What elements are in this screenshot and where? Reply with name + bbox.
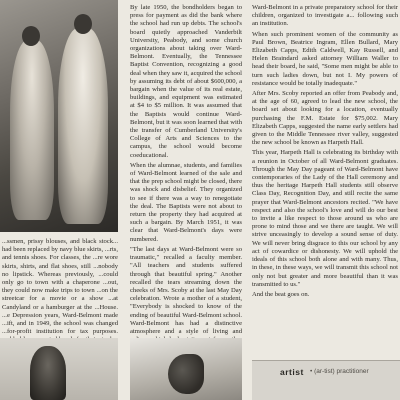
artist-pronunciation: • (ar-tist) practitioner [310, 368, 369, 375]
right-paragraph-5: And the beat goes on. [252, 290, 310, 298]
left-paragraph: ...ssmen, prissy blouses, and black stock... had been replaced by navy blue skirts, ...rts, and tennis shoes. For classes, the ...re wore skirts, shirts, and flat shoes, still ...nobody no lipstick. Whereas previously, ...could only go to town with a chaperone ...out, they could now make trips to town ...on the streetcar for a movie or a show ...at Candyland or a hamburger at the ...House. ...e Depression years, Ward-Belmont made ...ift, and in 1949, the school was changed ...for-profit institution for tax purposes. [2, 238, 118, 336]
sculpture-photo [130, 338, 242, 400]
right-paragraph-2: When such prominent women of the community as Paul Brown, Beatrice Ingram, Ellen Bullard, Mary Elizabeth Capps, Edith Caldwell, Kay Russell, and Helen Braindard asked attorney William Waller to head their board, he said, "Some men might be able to turn such ladies down, but not I. My powers of resistance would be totally inadequate." [252, 30, 398, 87]
right-paragraph-3: After Mrs. Scoby reported an offer from Peabody and, at the age of 60, agreed to lead the new school, the board set about looking for a location, eventually purchasing the F.M. Estate for $75,002. Mary Elizabeth Capps, suggested the name early settlers had given to the Middle Tennessee river valley, suggested the new school be known as Harpeth Hall. [252, 90, 398, 147]
sculpture-figure [168, 354, 204, 394]
middle-paragraph-3: "The last days at Ward-Belmont were so traumatic," recalled a faculty member. "All teachers and students suffered through that beautiful spring." Another recalled the tears streaming down the cheeks of Mrs. Scoby at the last May Day celebration. Wrote a mother of a student, "Everybody is shocked to know of the ending of beautiful Ward-Belmont school. Ward-Belmont has had a distinctive atmosphere and a style of living and [130, 245, 242, 335]
middle-paragraph-2: When the alumnae, students, and families of Ward-Belmont learned of the sale and that the prep school might be closed, there was shock and disbelief. They organized to see if there was a way to renegotiate the deal. The Baptists were not about to return the property they had acquired at such a bargain. By March 1951, it was clear that Ward-Belmont's days were numbered. [130, 161, 242, 243]
artist-definition-box [252, 360, 400, 400]
photo-figure-right [58, 28, 108, 224]
historical-photo-two-women [0, 0, 118, 232]
portrait-photo [0, 338, 118, 400]
right-text-column [252, 4, 398, 301]
photo-head-left [22, 26, 40, 46]
photo-figure-left [10, 40, 54, 220]
right-paragraph-4: This year, Harpeth Hall is celebrating its birthday with a reunion in October of all Ward-Belmont graduates. Through the May Day pageant of Ward-Belmont have contemporaries of the Lady of the Hall ceremony and thus the heritage Harpeth Hall students still observe Class Day, Recognition Day, and still recite the same prayer that Ward-Belmont ancestors recited. "We have respect and also the school's love and will do our best to invite a like respect to those around us who are prone to mind those and we there are taught. We will strive unceasingly to develop a sound sense of duty. We will never bring disgrace to this our school by any act of cowardice or dishonesty. We will uphold the ideals of this school both alone and with many. Thus, in these, in these ways, we will transmit this school not only not but greater and more beautiful than it was transmitted to us." [252, 149, 398, 288]
portrait-figure [30, 346, 66, 400]
photo-head-right [74, 14, 92, 34]
artist-label: artist [280, 367, 304, 377]
right-paragraph-1: Ward-Belmont in a private preparatory school for their children, organized to investigate a... following such an institution. [252, 4, 398, 28]
middle-paragraph-1: By late 1950, the bondholders began to press for payment as did the bank where the school had run up debts. The school's board quietly approached Vanderbilt University, Peabody, and some church organizations about taking over Ward-Belmont. Eventually, the Tennessee Baptist Convention, recognizing a good deal when they saw it, acquired the school by assuming its debt of about $600,000, a bargain when the value of its real estate, buildings, and equipment was estimated at $4 to $5 million. It was assumed that the Baptists would continue Ward-Belmont, but it was soon learned that with the transfer of Cumberland University's College of Arts and Sciences to the campus, the school would become coeducational. [130, 4, 242, 159]
left-text-column [2, 238, 118, 347]
